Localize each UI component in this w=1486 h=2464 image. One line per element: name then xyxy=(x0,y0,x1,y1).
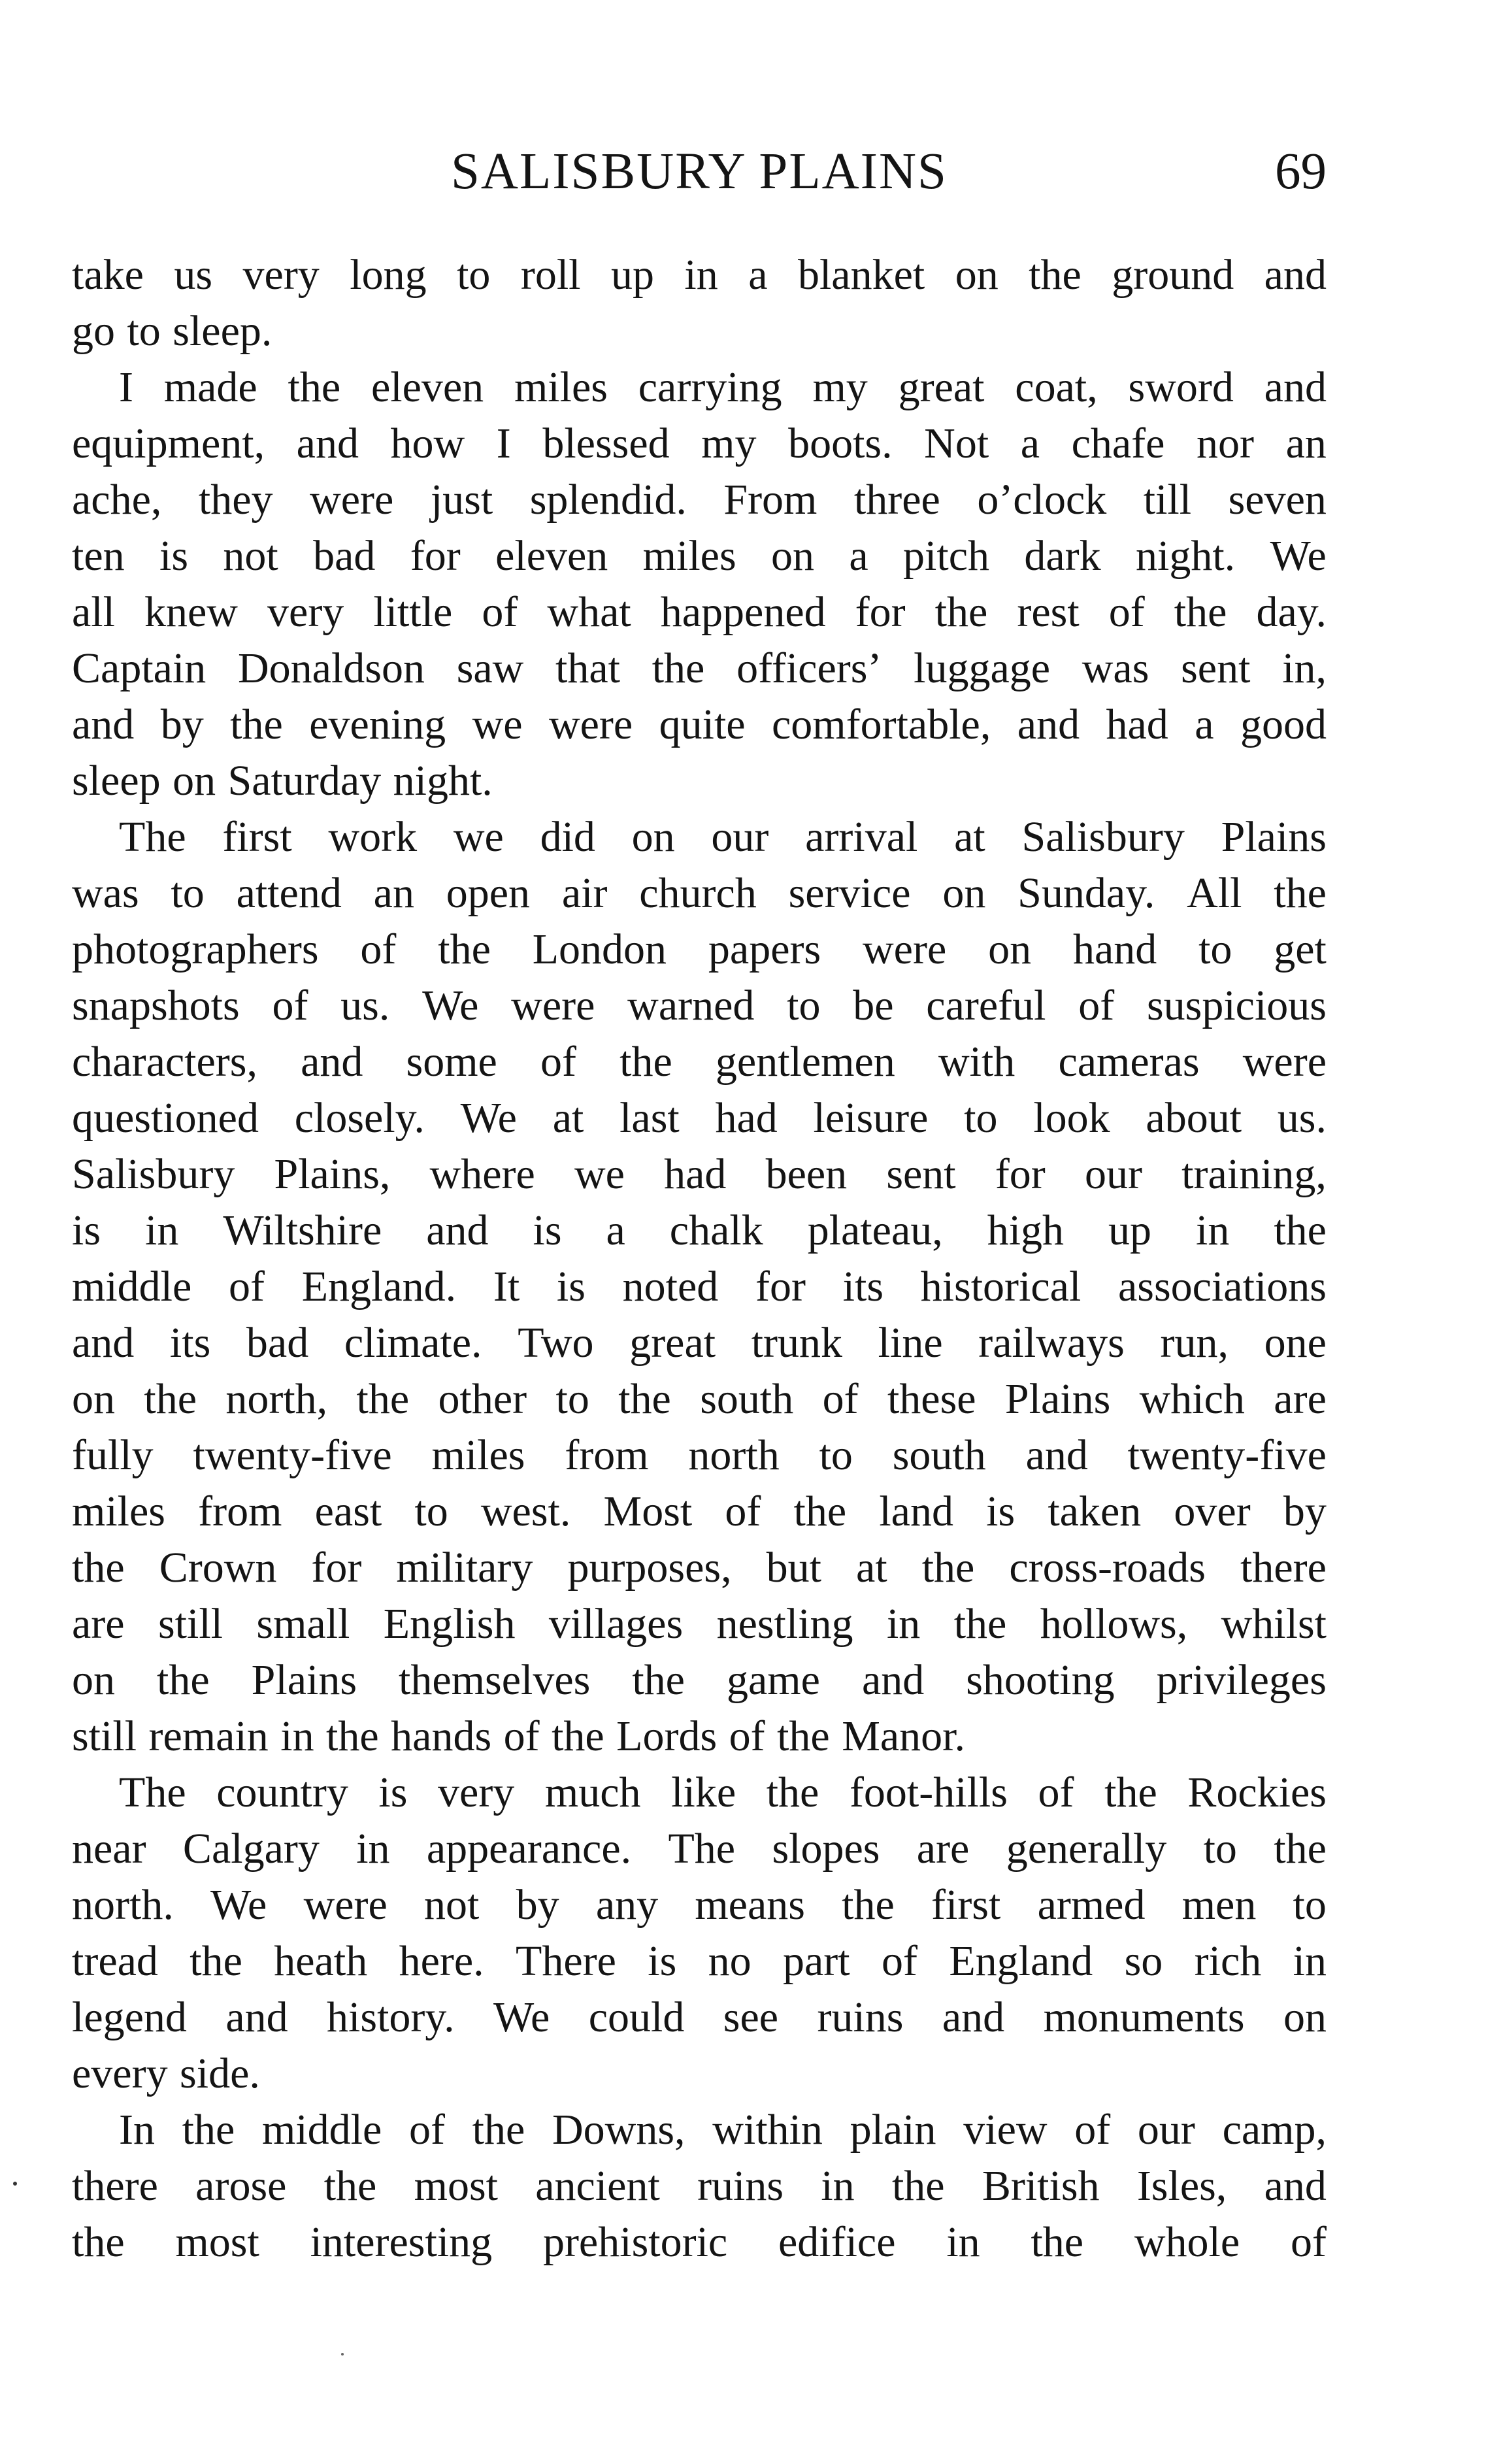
text-line: was to attend an open air church service on Sunday. All the xyxy=(72,869,1327,917)
text-line: all knew very little of what happened for the rest of the day. xyxy=(72,588,1327,636)
text-line: still remain in the hands of the Lords of the Manor. xyxy=(72,1712,966,1760)
text-line: there arose the most ancient ruins in the British Isles, and xyxy=(72,2162,1327,2210)
page-number: 69 xyxy=(1275,143,1327,200)
text-line: Salisbury Plains, where we had been sent for our training, xyxy=(72,1150,1327,1198)
text-line: snapshots of us. We were warned to be careful of suspicious xyxy=(72,982,1327,1029)
text-line: on the Plains themselves the game and shooting privileges xyxy=(72,1656,1327,1704)
text-line: tread the heath here. There is no part of England so rich in xyxy=(72,1937,1327,1985)
margin-mark xyxy=(13,2182,17,2186)
text-line: questioned closely. We at last had leisure to look about us. xyxy=(72,1094,1327,1142)
body-text xyxy=(72,247,1327,2271)
paragraph xyxy=(72,2102,1327,2271)
text-line: is in Wiltshire and is a chalk plateau, high up in the xyxy=(72,1207,1327,1254)
text-line: the most interesting prehistoric edifice in the whole of xyxy=(72,2218,1327,2266)
text-line: sleep on Saturday night. xyxy=(72,757,493,805)
text-line: Captain Donaldson saw that the officers’ luggage was sent in, xyxy=(72,644,1327,692)
text-line: miles from east to west. Most of the land is taken over by xyxy=(72,1488,1327,1535)
text-line: north. We were not by any means the first armed men to xyxy=(72,1881,1327,1929)
text-line: equipment, and how I blessed my boots. Not a chafe nor an xyxy=(72,420,1327,467)
text-line: and by the evening we were quite comfortable, and had a good xyxy=(72,701,1327,748)
text-line: characters, and some of the gentlemen with cameras were xyxy=(72,1038,1327,1086)
text-line: The first work we did on our arrival at Salisbury Plains xyxy=(119,813,1327,861)
page-header xyxy=(72,142,1327,201)
paragraph xyxy=(72,809,1327,1765)
text-line: The country is very much like the foot-hills of the Rockies xyxy=(119,1769,1327,1816)
text-line: near Calgary in appearance. The slopes are generally to the xyxy=(72,1825,1327,1873)
text-line: In the middle of the Downs, within plain view of our camp, xyxy=(119,2106,1327,2154)
paragraph xyxy=(72,1765,1327,2102)
text-line: go to sleep. xyxy=(72,307,272,355)
text-line: take us very long to roll up in a blanket on the ground and xyxy=(72,251,1327,299)
text-line: every side. xyxy=(72,2050,260,2097)
paragraph xyxy=(72,247,1327,359)
text-line: on the north, the other to the south of these Plains which are xyxy=(72,1375,1327,1423)
running-title: SALISBURY PLAINS xyxy=(451,143,948,200)
text-line: legend and history. We could see ruins and monuments on xyxy=(72,1993,1327,2041)
text-line: the Crown for military purposes, but at the cross-roads there xyxy=(72,1544,1327,1591)
text-line: ten is not bad for eleven miles on a pitch dark night. We xyxy=(72,532,1327,580)
text-line: middle of England. It is noted for its historical associations xyxy=(72,1263,1327,1310)
text-line: photographers of the London papers were on hand to get xyxy=(72,925,1327,973)
paragraph xyxy=(72,359,1327,809)
foot-mark xyxy=(341,2353,344,2356)
text-line: and its bad climate. Two great trunk line railways run, one xyxy=(72,1319,1327,1367)
text-line: I made the eleven miles carrying my great coat, sword and xyxy=(119,363,1327,411)
text-line: fully twenty-five miles from north to south and twenty-five xyxy=(72,1431,1327,1479)
text-line: ache, they were just splendid. From three o’clock till seven xyxy=(72,476,1327,524)
text-line: are still small English villages nestling in the hollows, whilst xyxy=(72,1600,1327,1648)
